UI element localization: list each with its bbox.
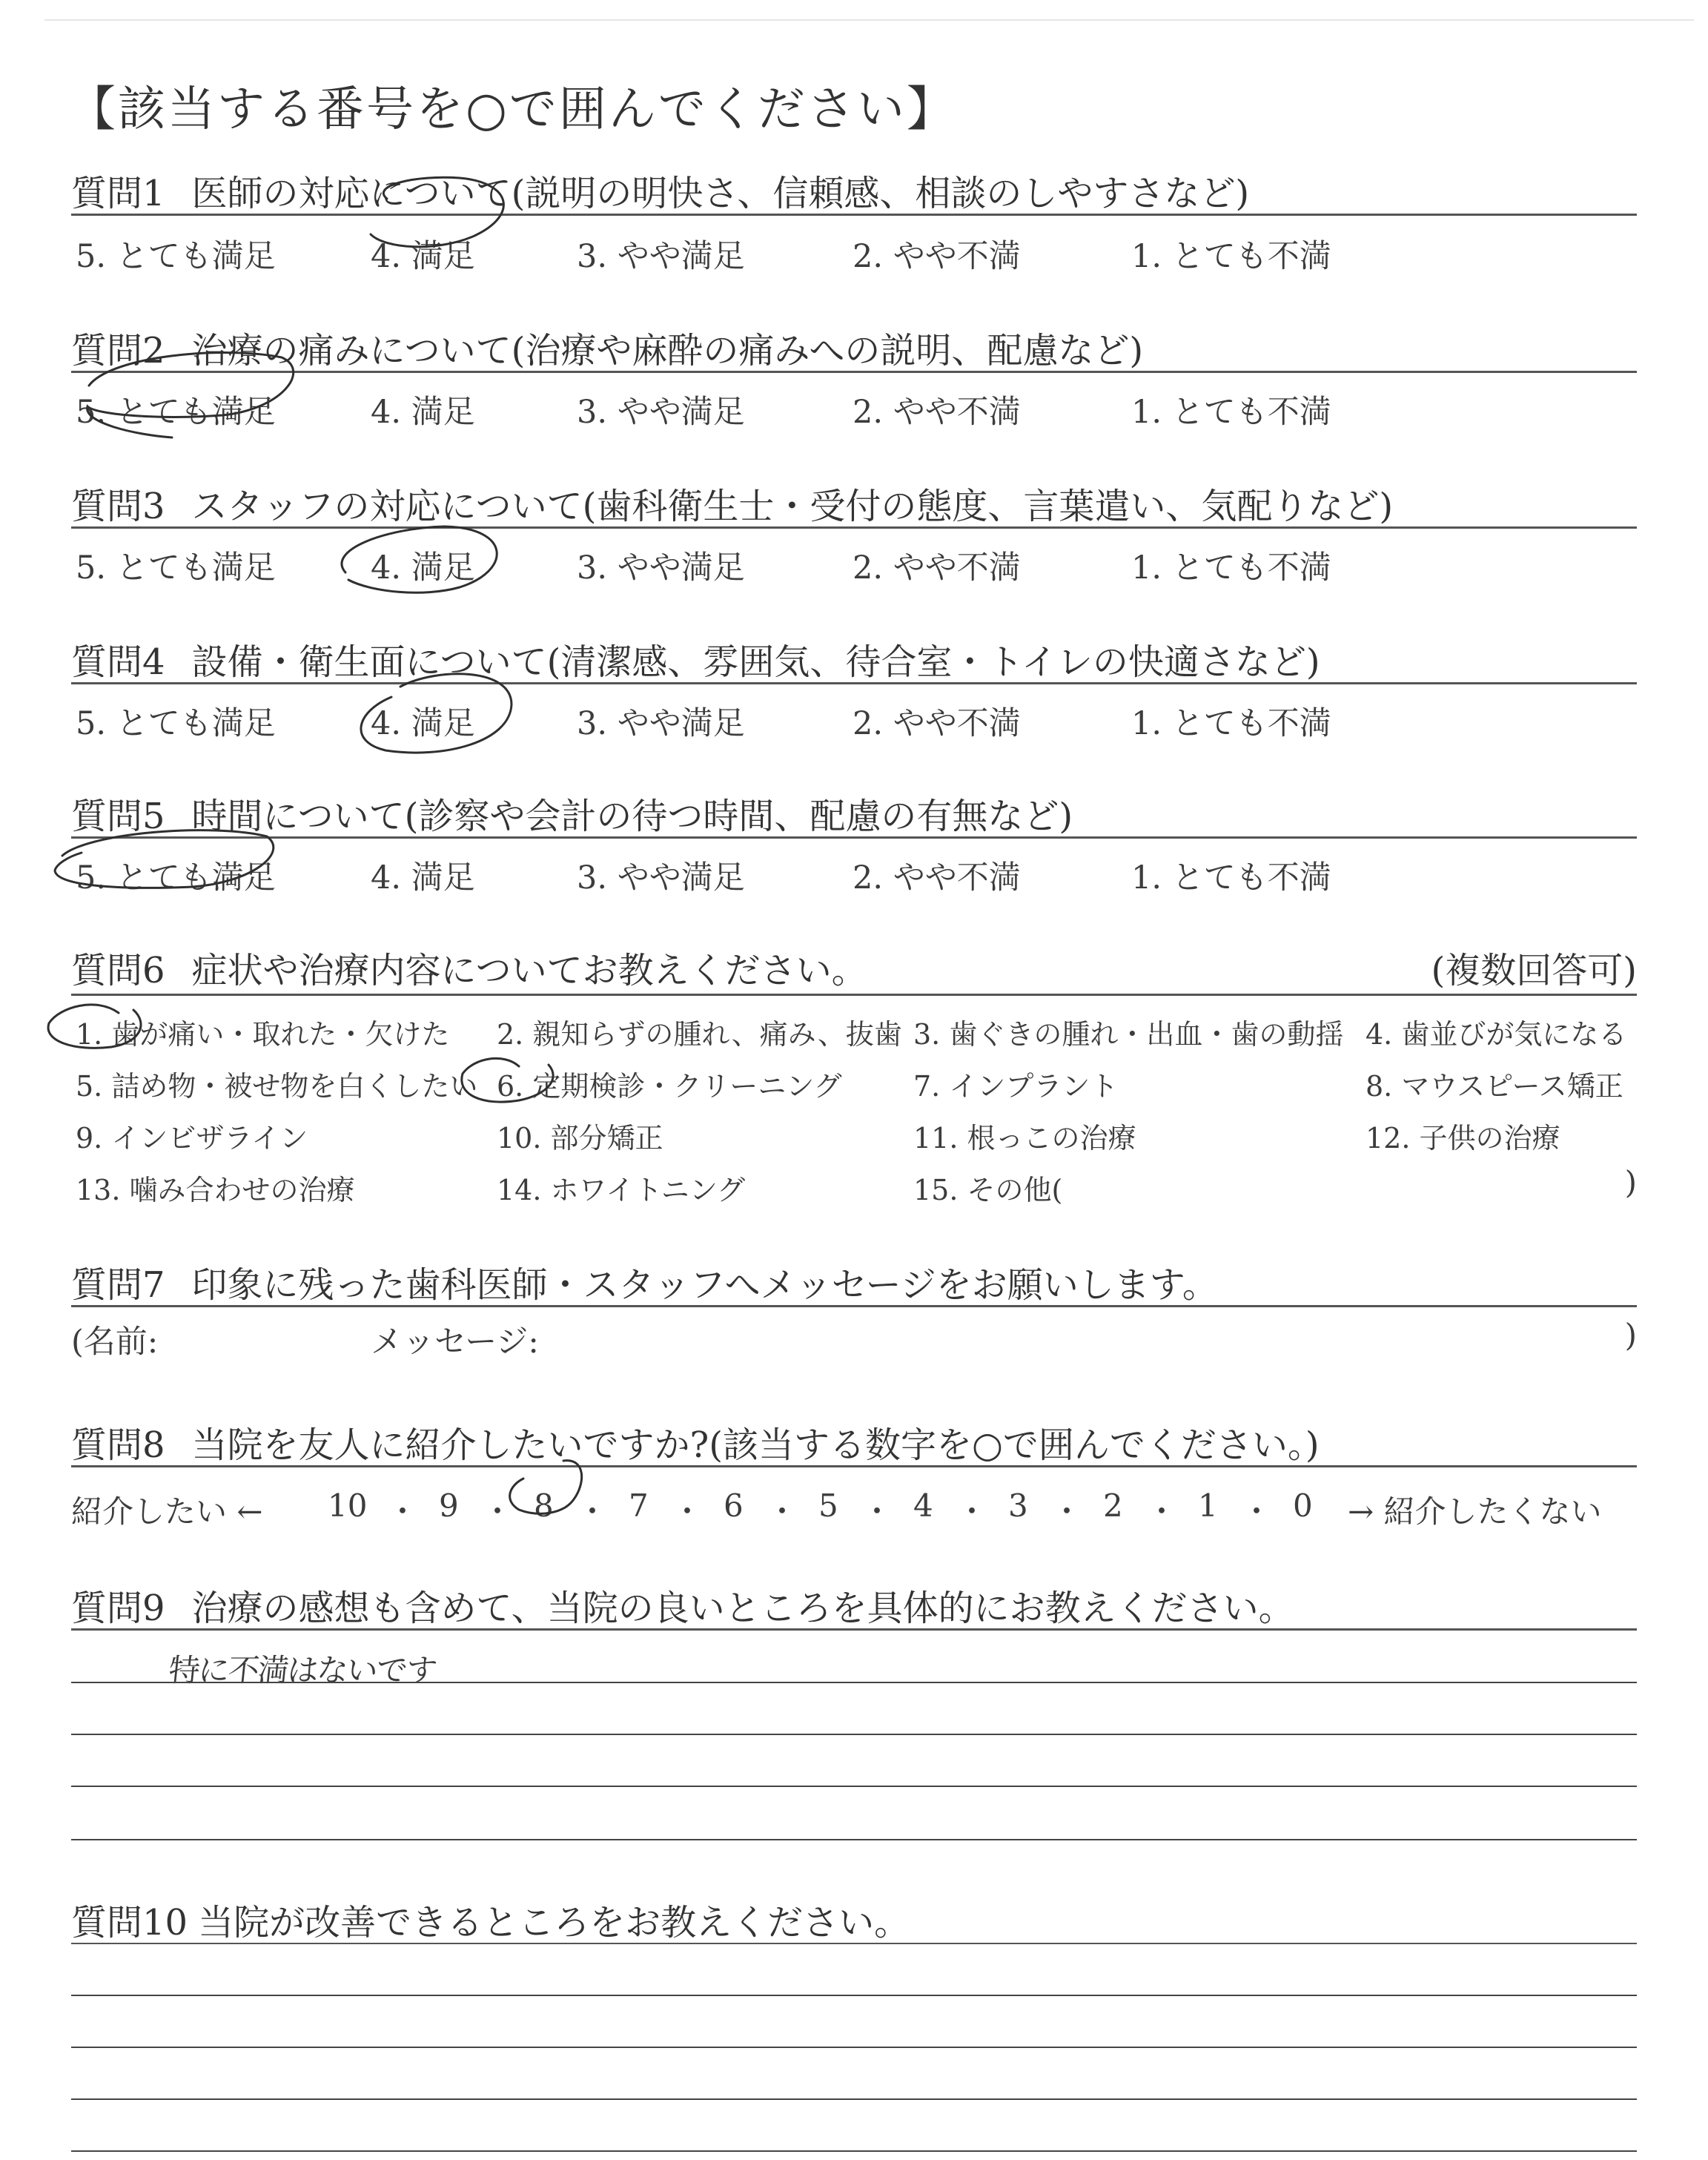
- question-number: 質問10: [71, 1902, 188, 1943]
- answer-line[interactable]: [71, 1786, 1637, 1787]
- option-3[interactable]: 3. やや満足: [577, 549, 745, 587]
- scale-10[interactable]: 10: [328, 1487, 368, 1524]
- option-5-selected[interactable]: 5. とても満足: [76, 394, 276, 431]
- option-1[interactable]: 1. とても不満: [1131, 394, 1331, 431]
- question-5: [71, 787, 1637, 896]
- scale-dot: ・: [1241, 1493, 1273, 1530]
- question-1-heading: [71, 165, 1249, 216]
- question-9-heading: [71, 1579, 1294, 1631]
- symptom-option-8[interactable]: 8. マウスピース矯正: [1366, 1070, 1623, 1103]
- scale-right-label: → 紹介したくない: [1348, 1493, 1602, 1530]
- question-text: 当院が改善できるところをお教えください。: [198, 1902, 910, 1943]
- question-7-heading: [71, 1256, 1218, 1307]
- option-5[interactable]: 5. とても満足: [76, 549, 276, 587]
- option-1[interactable]: 1. とても不満: [1131, 549, 1331, 587]
- question-number: 質問1: [71, 173, 165, 214]
- option-3[interactable]: 3. やや満足: [577, 394, 745, 431]
- scale-dot: ・: [1051, 1493, 1083, 1530]
- handwritten-answer: 特に不満はないです: [167, 1652, 438, 1688]
- question-text: 設備・衛生面について(清潔感、雰囲気、待合室・トイレの快適さなど): [191, 641, 1320, 683]
- option-3[interactable]: 3. やや満足: [577, 859, 745, 896]
- question-text: 治療の感想も含めて、当院の良いところを具体的にお教えください。: [191, 1588, 1294, 1629]
- option-5[interactable]: 5. とても満足: [76, 705, 276, 742]
- question-3: [71, 478, 1637, 587]
- other-close-paren: ): [1624, 1164, 1637, 1200]
- option-4-selected[interactable]: 4. 満足: [371, 549, 475, 587]
- option-4-selected[interactable]: 4. 満足: [371, 238, 475, 275]
- symptom-option-15-other[interactable]: 15. その他(: [913, 1174, 1063, 1206]
- question-rule: [71, 214, 1637, 216]
- option-1[interactable]: 1. とても不満: [1131, 859, 1331, 896]
- question-text: 医師の対応について(説明の明快さ、信頼感、相談のしやすさなど): [191, 173, 1250, 214]
- answer-line[interactable]: [71, 1734, 1637, 1735]
- question-rule: [71, 1628, 1637, 1631]
- question-number: 質問4: [71, 641, 165, 683]
- question-number: 質問2: [71, 330, 165, 371]
- option-2[interactable]: 2. やや不満: [853, 394, 1021, 431]
- question-4: [71, 633, 1637, 742]
- scale-dot: ・: [672, 1493, 704, 1530]
- option-4-selected[interactable]: 4. 満足: [371, 705, 475, 742]
- scale-dot: ・: [861, 1493, 893, 1530]
- question-text: スタッフの対応について(歯科衛生士・受付の態度、言葉遣い、気配りなど): [191, 486, 1394, 527]
- scale-3[interactable]: 3: [1008, 1487, 1028, 1524]
- question-rule: [71, 1943, 1637, 1944]
- question-rule: [71, 682, 1637, 684]
- scale-7[interactable]: 7: [629, 1487, 649, 1524]
- symptom-option-4[interactable]: 4. 歯並びが気になる: [1366, 1018, 1627, 1051]
- question-2-heading: [71, 322, 1143, 373]
- question-5-heading: [71, 787, 1073, 839]
- option-5[interactable]: 5. とても満足: [76, 238, 276, 275]
- question-10-heading: [71, 1894, 910, 1945]
- question-rule: [71, 1305, 1637, 1307]
- message-label[interactable]: メッセージ:: [371, 1324, 539, 1361]
- scale-0[interactable]: 0: [1293, 1487, 1313, 1524]
- question-number: 質問5: [71, 796, 165, 837]
- answer-line[interactable]: [71, 2098, 1637, 2100]
- scale-dot: ・: [387, 1493, 419, 1530]
- scale-5[interactable]: 5: [818, 1487, 838, 1524]
- option-1[interactable]: 1. とても不満: [1131, 238, 1331, 275]
- answer-line[interactable]: [71, 2150, 1637, 2152]
- question-text: 時間について(診察や会計の待つ時間、配慮の有無など): [191, 796, 1073, 837]
- option-3[interactable]: 3. やや満足: [577, 238, 745, 275]
- option-2[interactable]: 2. やや不満: [853, 705, 1021, 742]
- symptom-option-9[interactable]: 9. インビザライン: [76, 1122, 308, 1155]
- question-8-heading: [71, 1416, 1320, 1467]
- symptom-option-1-selected[interactable]: 1. 歯が痛い・取れた・欠けた: [76, 1018, 450, 1051]
- scale-dot: ・: [577, 1493, 609, 1530]
- scale-dot: ・: [1146, 1493, 1178, 1530]
- symptom-option-11[interactable]: 11. 根っこの治療: [913, 1122, 1136, 1155]
- symptom-option-13[interactable]: 13. 噛み合わせの治療: [76, 1174, 355, 1206]
- page-top-rule: [44, 19, 1694, 21]
- question-number: 質問3: [71, 486, 165, 527]
- question-rule: [71, 1465, 1637, 1467]
- option-2[interactable]: 2. やや不満: [853, 859, 1021, 896]
- symptom-option-6-selected[interactable]: 6. 定期検診・クリーニング: [497, 1070, 842, 1103]
- scale-8-selected[interactable]: 8: [534, 1487, 554, 1524]
- symptom-option-5[interactable]: 5. 詰め物・被せ物を白くしたい: [76, 1070, 478, 1103]
- option-2[interactable]: 2. やや不満: [853, 238, 1021, 275]
- question-rule: [71, 371, 1637, 373]
- answer-line[interactable]: [71, 2047, 1637, 2048]
- scale-9[interactable]: 9: [439, 1487, 459, 1524]
- option-5-selected[interactable]: 5. とても満足: [76, 859, 276, 896]
- question-3-heading: [71, 478, 1393, 529]
- symptom-option-10[interactable]: 10. 部分矯正: [497, 1122, 663, 1155]
- answer-line[interactable]: [71, 1995, 1637, 1996]
- scale-dot: ・: [956, 1493, 988, 1530]
- question-rule: [71, 526, 1637, 529]
- scale-1[interactable]: 1: [1198, 1487, 1218, 1524]
- question-10: [71, 1894, 1637, 1953]
- option-2[interactable]: 2. やや不満: [853, 549, 1021, 587]
- option-4[interactable]: 4. 満足: [371, 859, 475, 896]
- scale-dot: ・: [482, 1493, 514, 1530]
- question-4-heading: [71, 633, 1320, 684]
- option-4[interactable]: 4. 満足: [371, 394, 475, 431]
- option-1[interactable]: 1. とても不満: [1131, 705, 1331, 742]
- question-6-heading: [71, 942, 867, 993]
- answer-line[interactable]: [71, 1839, 1637, 1840]
- question-2: [71, 322, 1637, 431]
- question-rule: [71, 836, 1637, 839]
- question-number: 質問8: [71, 1424, 165, 1466]
- name-label: (名前:: [71, 1324, 159, 1361]
- question-text: 治療の痛みについて(治療や麻酔の痛みへの説明、配慮など): [191, 330, 1144, 371]
- symptom-option-12[interactable]: 12. 子供の治療: [1366, 1122, 1560, 1155]
- question-text: 症状や治療内容についてお教えください。: [191, 950, 867, 991]
- question-8: [71, 1416, 1637, 1530]
- question-text: 当院を友人に紹介したいですか?(該当する数字を○で囲んでください。): [191, 1424, 1320, 1466]
- message-close-paren: ): [1624, 1317, 1637, 1353]
- option-3[interactable]: 3. やや満足: [577, 705, 745, 742]
- question-rule: [71, 994, 1637, 996]
- scale-4[interactable]: 4: [913, 1487, 933, 1524]
- multiple-answer-note: (複数回答可): [1431, 950, 1637, 991]
- question-number: 質問7: [71, 1264, 165, 1306]
- symptom-option-7[interactable]: 7. インプラント: [913, 1070, 1119, 1103]
- question-1: [71, 165, 1637, 275]
- question-number: 質問6: [71, 950, 165, 991]
- question-6: [71, 942, 1637, 1209]
- question-number: 質問9: [71, 1588, 165, 1629]
- scale-6[interactable]: 6: [724, 1487, 744, 1524]
- question-text: 印象に残った歯科医師・スタッフへメッセージをお願いします。: [191, 1264, 1218, 1306]
- scale-2[interactable]: 2: [1103, 1487, 1123, 1524]
- question-9: [71, 1579, 1637, 1639]
- symptom-option-14[interactable]: 14. ホワイトニング: [497, 1174, 746, 1206]
- answer-line[interactable]: [71, 1682, 1637, 1683]
- symptom-option-3[interactable]: 3. 歯ぐきの腫れ・出血・歯の動揺: [913, 1018, 1344, 1051]
- symptom-option-2[interactable]: 2. 親知らずの腫れ、痛み、抜歯: [497, 1018, 902, 1051]
- scale-left-label: 紹介したい ←: [71, 1493, 263, 1530]
- scale-dot: ・: [767, 1493, 798, 1530]
- question-7: [71, 1256, 1637, 1360]
- page-title: 【該当する番号を○で囲んでください】: [68, 82, 956, 137]
